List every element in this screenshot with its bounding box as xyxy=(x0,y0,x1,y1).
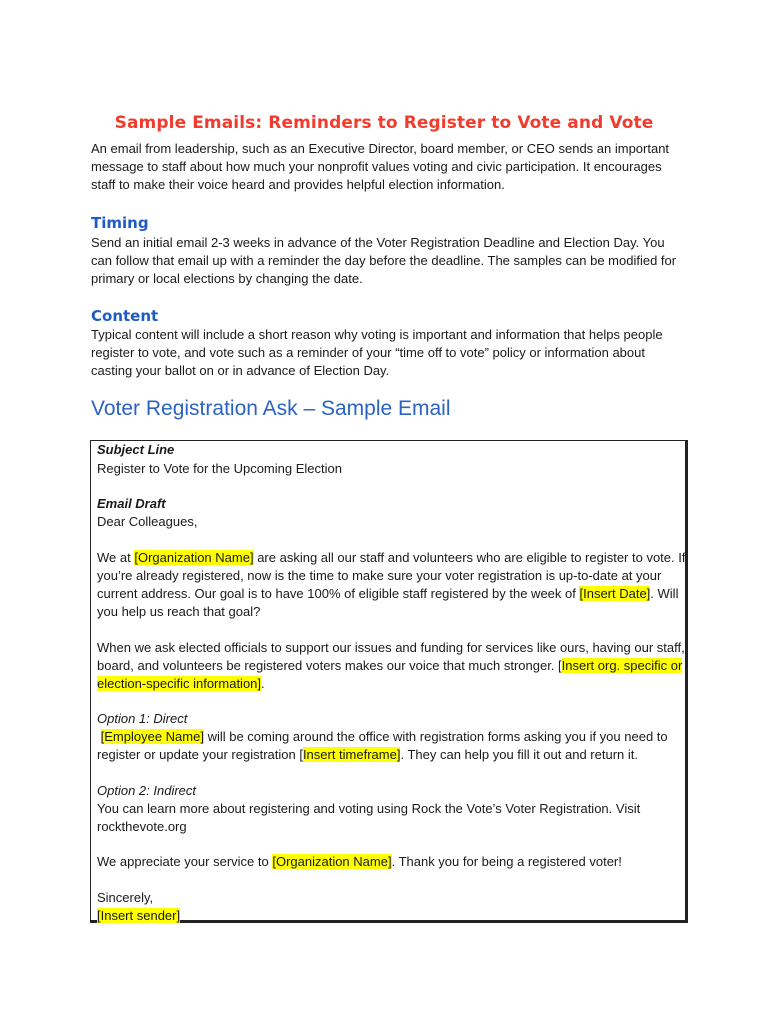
timing-line: primary or local elections by changing the date. xyxy=(91,271,363,287)
option2-label: Option 2: Indirect xyxy=(97,783,196,798)
placeholder-org-info: election-specific information] xyxy=(97,676,262,691)
placeholder-sender: [Insert sender] xyxy=(97,908,181,923)
timing-paragraph xyxy=(91,234,691,289)
text-run: current address. Our goal is to have 100% of eligible staff registered by the week of xyxy=(97,586,580,601)
draft-label: Email Draft xyxy=(97,496,166,511)
text-run: board, and volunteers be registered voters makes our voice that much stronger. [ xyxy=(97,658,562,673)
signoff: Sincerely, xyxy=(97,890,154,905)
intro-line: message to staff about how much your nonprofit values voting and civic participation. It encourages xyxy=(91,159,662,175)
intro-paragraph xyxy=(91,140,691,195)
email-line: You can learn more about registering and voting using Rock the Vote’s Voter Registration. Visit xyxy=(97,801,641,816)
content-paragraph xyxy=(91,326,691,381)
content-line: register to vote, and vote such as a reminder of your “time off to vote” policy or information about xyxy=(91,345,645,361)
timing-line: Send an initial email 2-3 weeks in advance of the Voter Registration Deadline and Election Day. You xyxy=(91,235,665,250)
placeholder-org-info: Insert org. specific or xyxy=(561,658,683,673)
timing-line: can follow that email up with a reminder the day before the deadline. The samples can be modified for xyxy=(91,253,677,269)
placeholder-organization-name: [Organization Name] xyxy=(272,854,392,869)
email-line: rockthevote.org xyxy=(97,819,187,834)
subject-label: Subject Line xyxy=(97,442,175,457)
text-run: We at xyxy=(97,550,135,565)
text-run: register or update your registration [ xyxy=(97,747,303,762)
email-line: you’re already registered, now is the time to make sure your voter registration is up-to-date at your xyxy=(97,568,662,583)
placeholder-insert-date: [Insert Date] xyxy=(579,586,651,601)
content-line: casting your ballot on or in advance of Election Day. xyxy=(91,363,390,379)
content-heading: Content xyxy=(91,307,159,325)
email-line xyxy=(97,658,682,673)
text-run: We appreciate your service to xyxy=(97,854,273,869)
email-line xyxy=(97,676,265,691)
email-line xyxy=(97,854,622,869)
placeholder-organization-name: [Organization Name] xyxy=(134,550,254,565)
intro-line: An email from leadership, such as an Executive Director, board member, or CEO sends an important xyxy=(91,141,670,156)
timing-heading: Timing xyxy=(91,214,149,232)
email-line: you help us reach that goal? xyxy=(97,604,261,619)
option1-label: Option 1: Direct xyxy=(97,711,188,726)
email-line xyxy=(97,550,685,565)
text-run: will be coming around the office with registration forms asking you if you need to xyxy=(203,729,668,744)
placeholder-employee-name: [Employee Name] xyxy=(100,729,204,744)
email-line xyxy=(97,586,678,601)
section-heading: Voter Registration Ask – Sample Email xyxy=(91,397,451,420)
text-run: . Thank you for being a registered voter! xyxy=(391,854,622,869)
sender-line xyxy=(97,908,180,923)
page-title: Sample Emails: Reminders to Register to Vote and Vote xyxy=(114,113,654,133)
placeholder-timeframe: Insert timeframe] xyxy=(302,747,401,762)
email-line: When we ask elected officials to support our issues and funding for services like ours, having our staff, xyxy=(97,640,685,655)
text-run: are asking all our staff and volunteers who are eligible to register to vote. If xyxy=(253,550,686,565)
content-line: Typical content will include a short reason why voting is important and information that helps people xyxy=(91,327,663,342)
greeting: Dear Colleagues, xyxy=(97,514,198,529)
text-run: . Will xyxy=(650,586,679,601)
email-line xyxy=(97,747,638,762)
text-run: . xyxy=(261,676,265,691)
email-line xyxy=(97,729,668,744)
subject-text: Register to Vote for the Upcoming Election xyxy=(97,461,342,476)
intro-line: staff to make their voice heard and provides helpful election information. xyxy=(91,177,505,193)
text-run: . They can help you fill it out and return it. xyxy=(400,747,638,762)
